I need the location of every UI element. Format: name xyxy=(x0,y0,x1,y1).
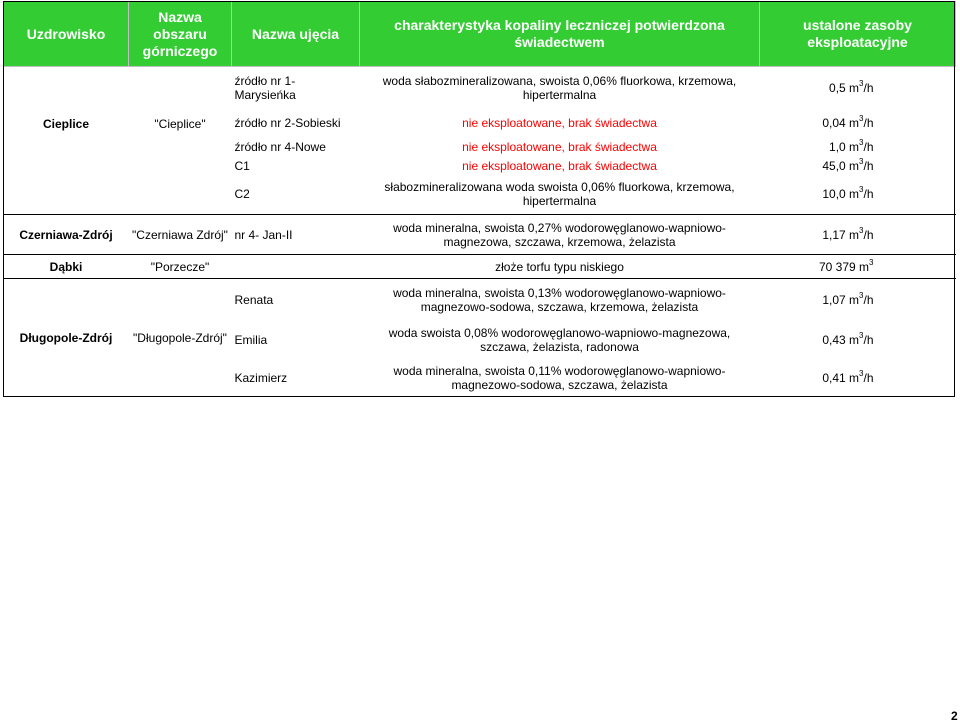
zasoby-cell: 1,07 $m^3/h$ xyxy=(760,279,956,321)
ujecie-cell: Kazimierz xyxy=(234,370,288,385)
dabki-uzdrowisko: Dąbki xyxy=(4,255,129,279)
ujecie-cell xyxy=(232,255,360,279)
ujecie-cell: nr 4- Jan-II xyxy=(232,215,360,255)
ujecie-cell: C1 xyxy=(234,158,250,173)
opis-cell: woda mineralna, swoista 0,27% wodorowęglanowo-wapniowo-magnezowa, szczawa, krzemowa, żelazista xyxy=(360,215,760,255)
page-number: 2 xyxy=(951,709,958,723)
zasoby-cell: 0,5 $m^3/h$ xyxy=(829,78,874,95)
zasoby-cell: 70 379 $m^3$ xyxy=(760,255,956,279)
cieplice-uzdrowisko-cell xyxy=(4,67,129,215)
zasoby-cell: 0,43 $m^3/h$ xyxy=(822,330,874,347)
zasoby-cell: 0,41 $m^3/h$ xyxy=(822,368,874,385)
dlugopole-obszar: "Długopole-Zdrój" xyxy=(129,279,232,397)
table-row xyxy=(4,67,956,109)
opis-cell: woda mineralna, swoista 0,11% wodorowęglanowo-wapniowo-magnezowo-sodowa, szczawa, żelazista xyxy=(393,363,726,392)
zasoby-cell: 1,17 $m^3/h$ xyxy=(760,215,956,255)
czerniawa-obszar: "Czerniawa Zdrój" xyxy=(129,215,232,255)
header-uzdrowisko: Uzdrowisko xyxy=(4,2,129,67)
zasoby-cell: 45,0 $m^3/h$ xyxy=(822,156,874,173)
dabki-obszar: "Porzecze" xyxy=(129,255,232,279)
header-zasoby: ustalone zasoby eksploatacyjne xyxy=(760,2,956,67)
zasoby-cell: 0,04 $m^3/h$ xyxy=(822,113,874,130)
header-charakterystyka: charakterystyka kopaliny leczniczej potwierdzona świadectwem xyxy=(360,2,760,67)
opis-cell: woda swoista 0,08% wodorowęglanowo-wapniowo-magnezowa, szczawa, żelazista, radonowa xyxy=(388,325,731,354)
ujecie-cell: C2 xyxy=(234,187,250,202)
ujecie-cell: źródło nr 2-Sobieski xyxy=(234,115,341,130)
zasoby-cell: 1,0 $m^3/h$ xyxy=(829,137,874,154)
dlugopole-uzdrowisko: Długopole-Zdrój xyxy=(4,279,129,397)
opis-cell: nie eksploatowane, brak świadectwa xyxy=(462,158,657,173)
czerniawa-uzdrowisko: Czerniawa-Zdrój xyxy=(4,215,129,255)
cieplice-uzdrowisko: Cieplice xyxy=(42,116,90,131)
opis-cell: woda mineralna, swoista 0,13% wodorowęglanowo-wapniowo-magnezowo-sodowa, szczawa, krzemowa, żelazista xyxy=(360,279,760,321)
header-ujecie: Nazwa ujęcia xyxy=(232,2,360,67)
opis-cell: woda słabozmineralizowana, swoista 0,06% fluorkowa, krzemowa, hipertermalna xyxy=(382,73,737,102)
header-row xyxy=(4,2,956,67)
ujecie-cell: Emilia xyxy=(234,332,268,347)
cieplice-obszar-cell xyxy=(129,67,232,215)
opis-cell: złoże torfu typu niskiego xyxy=(360,255,760,279)
ujecie-cell: Renata xyxy=(232,279,360,321)
ujecie-cell: źródło nr 1-Marysieńka xyxy=(234,73,296,102)
table-row xyxy=(4,255,956,279)
zasoby-cell: 10,0 $m^3/h$ xyxy=(822,185,874,202)
cieplice-obszar: "Cieplice" xyxy=(154,116,206,131)
header-obszar: Nazwa obszaru górniczego xyxy=(129,2,232,67)
spa-resources-table xyxy=(3,1,956,397)
opis-cell: nie eksploatowane, brak świadectwa xyxy=(462,115,657,130)
opis-cell: słabozmineralizowana woda swoista 0,06% fluorkowa, krzemowa, hipertermalna xyxy=(384,180,735,209)
table-row xyxy=(4,279,956,321)
ujecie-cell: źródło nr 4-Nowe xyxy=(234,139,326,154)
opis-cell: nie eksploatowane, brak świadectwa xyxy=(462,139,657,154)
table-row xyxy=(4,215,956,255)
